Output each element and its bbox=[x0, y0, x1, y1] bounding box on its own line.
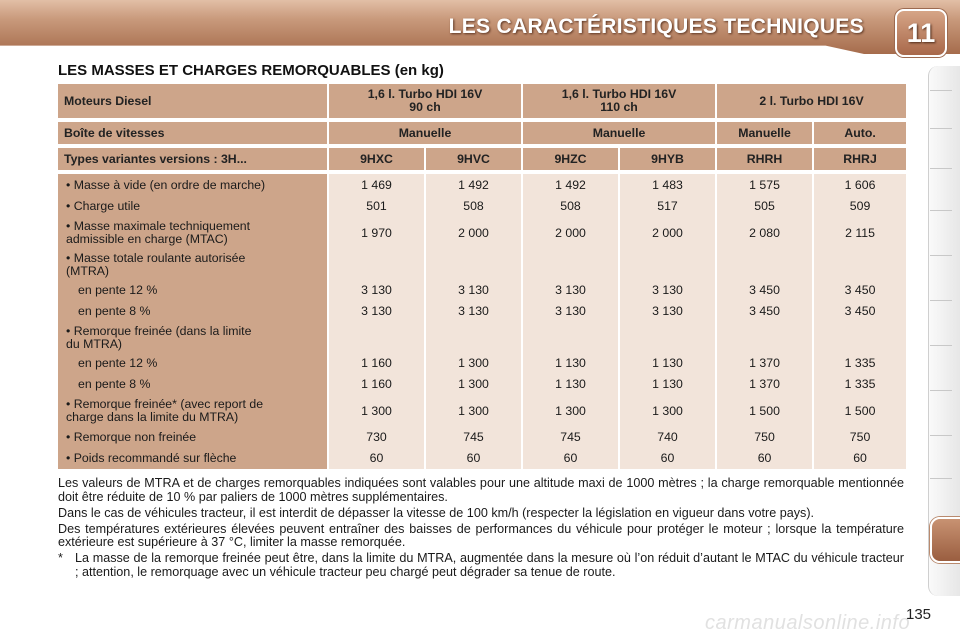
cell: 745 bbox=[426, 427, 521, 448]
strip-divider bbox=[930, 90, 952, 91]
cell: 508 bbox=[523, 196, 618, 217]
row-label: • Poids recommandé sur flèche bbox=[58, 448, 327, 469]
table-row bbox=[58, 301, 906, 322]
cell: 1 492 bbox=[523, 174, 618, 196]
cell: 1 575 bbox=[717, 174, 812, 196]
cell: 1 606 bbox=[814, 174, 906, 196]
cell: 3 130 bbox=[329, 301, 424, 322]
types-label: Types variantes versions : 3H... bbox=[58, 148, 327, 170]
cell: 3 450 bbox=[717, 301, 812, 322]
cell: 60 bbox=[717, 448, 812, 469]
table-row bbox=[58, 249, 906, 280]
watermark: carmanualsonline.info bbox=[705, 612, 911, 634]
cell: 1 130 bbox=[620, 374, 715, 395]
cell bbox=[426, 249, 521, 280]
cell bbox=[426, 322, 521, 353]
engine-row bbox=[58, 84, 906, 118]
cell: 60 bbox=[620, 448, 715, 469]
gearbox-2: Manuelle bbox=[523, 122, 715, 144]
cell: 750 bbox=[717, 427, 812, 448]
cell: 1 500 bbox=[814, 395, 906, 427]
cell: 745 bbox=[523, 427, 618, 448]
table-row bbox=[58, 395, 906, 427]
cell: 2 000 bbox=[620, 217, 715, 249]
engine-1: 1,6 l. Turbo HDI 16V 90 ch bbox=[329, 84, 521, 118]
notes-block bbox=[58, 477, 904, 579]
types-row bbox=[58, 148, 906, 170]
cell: 60 bbox=[426, 448, 521, 469]
strip-divider bbox=[930, 128, 952, 129]
cell: 1 500 bbox=[717, 395, 812, 427]
row-label bbox=[58, 374, 327, 395]
row-label: • Masse à vide (en ordre de marche) bbox=[58, 174, 327, 196]
page-number: 135 bbox=[906, 606, 932, 623]
row-label: • Remorque freinée (dans la limite du MTRA) bbox=[58, 322, 327, 353]
chapter-badge[interactable]: 11 bbox=[895, 9, 947, 57]
gearbox-3: Manuelle bbox=[717, 122, 812, 144]
cell: 1 160 bbox=[329, 374, 424, 395]
cell: 1 469 bbox=[329, 174, 424, 196]
engine-label: Moteurs Diesel bbox=[58, 84, 327, 118]
engine-2: 1,6 l. Turbo HDI 16V 110 ch bbox=[523, 84, 715, 118]
cell: 1 130 bbox=[523, 353, 618, 374]
cell: 1 300 bbox=[426, 374, 521, 395]
strip-divider bbox=[930, 168, 952, 169]
cell: 3 130 bbox=[329, 280, 424, 301]
cell bbox=[717, 322, 812, 353]
cell: 1 300 bbox=[426, 353, 521, 374]
cell bbox=[523, 249, 618, 280]
cell bbox=[620, 322, 715, 353]
type-code: RHRJ bbox=[814, 148, 906, 170]
cell bbox=[523, 322, 618, 353]
row-label-text: en pente 12 % bbox=[78, 283, 158, 297]
cell bbox=[814, 249, 906, 280]
cell bbox=[329, 249, 424, 280]
footnote bbox=[58, 552, 904, 579]
cell: 1 370 bbox=[717, 353, 812, 374]
cell: 1 130 bbox=[620, 353, 715, 374]
row-label bbox=[58, 280, 327, 301]
cell: 60 bbox=[814, 448, 906, 469]
chapter-11-tab[interactable] bbox=[930, 517, 960, 563]
row-label-text: en pente 12 % bbox=[78, 356, 158, 370]
type-code: 9HXC bbox=[329, 148, 424, 170]
cell: 3 450 bbox=[814, 301, 906, 322]
cell: 740 bbox=[620, 427, 715, 448]
gearbox-1: Manuelle bbox=[329, 122, 521, 144]
strip-divider bbox=[930, 345, 952, 346]
cell: 1 130 bbox=[523, 374, 618, 395]
cell: 509 bbox=[814, 196, 906, 217]
row-label: • Charge utile bbox=[58, 196, 327, 217]
cell: 2 000 bbox=[426, 217, 521, 249]
cell: 1 335 bbox=[814, 374, 906, 395]
cell: 3 130 bbox=[523, 280, 618, 301]
cell: 2 080 bbox=[717, 217, 812, 249]
engine-3: 2 l. Turbo HDI 16V bbox=[717, 84, 906, 118]
cell: 3 450 bbox=[814, 280, 906, 301]
strip-divider bbox=[930, 255, 952, 256]
cell: 3 130 bbox=[426, 280, 521, 301]
cell: 730 bbox=[329, 427, 424, 448]
cell: 1 300 bbox=[523, 395, 618, 427]
cell: 1 970 bbox=[329, 217, 424, 249]
row-label-text: en pente 8 % bbox=[78, 304, 151, 318]
table-row bbox=[58, 174, 906, 196]
cell: 505 bbox=[717, 196, 812, 217]
row-label: • Remorque non freinée bbox=[58, 427, 327, 448]
type-code: 9HVC bbox=[426, 148, 521, 170]
cell: 1 492 bbox=[426, 174, 521, 196]
row-label-text: en pente 8 % bbox=[78, 377, 151, 391]
cell: 60 bbox=[329, 448, 424, 469]
row-label: • Masse maximale techniquement admissible en charge (MTAC) bbox=[58, 217, 327, 249]
cell: 2 115 bbox=[814, 217, 906, 249]
type-code: RHRH bbox=[717, 148, 812, 170]
cell: 3 130 bbox=[426, 301, 521, 322]
type-code: 9HZC bbox=[523, 148, 618, 170]
cell: 1 483 bbox=[620, 174, 715, 196]
type-code: 9HYB bbox=[620, 148, 715, 170]
row-label: • Remorque freinée* (avec report de charge dans la limite du MTRA) bbox=[58, 395, 327, 427]
cell: 3 130 bbox=[620, 280, 715, 301]
cell: 3 450 bbox=[717, 280, 812, 301]
note-altitude: Les valeurs de MTRA et de charges remorquables indiquées sont valables pour une altitude maxi de 1000 mètres ; la charge remorquable mentionnée doit être réduite de 10 % par paliers de 1000 mètres supplémentaires. bbox=[58, 476, 904, 504]
cell: 1 335 bbox=[814, 353, 906, 374]
cell: 1 160 bbox=[329, 353, 424, 374]
cell: 1 300 bbox=[426, 395, 521, 427]
strip-divider bbox=[930, 300, 952, 301]
table-row bbox=[58, 448, 906, 469]
row-label: • Masse totale roulante autorisée (MTRA) bbox=[58, 249, 327, 280]
cell: 1 300 bbox=[620, 395, 715, 427]
table-row bbox=[58, 427, 906, 448]
row-label bbox=[58, 353, 327, 374]
cell bbox=[717, 249, 812, 280]
table-row bbox=[58, 196, 906, 217]
cell: 508 bbox=[426, 196, 521, 217]
strip-divider bbox=[930, 435, 952, 436]
gearbox-4: Auto. bbox=[814, 122, 906, 144]
cell: 3 130 bbox=[620, 301, 715, 322]
cell: 750 bbox=[814, 427, 906, 448]
cell: 501 bbox=[329, 196, 424, 217]
strip-divider bbox=[930, 390, 952, 391]
footnote-mark: * bbox=[58, 551, 63, 565]
table-row bbox=[58, 280, 906, 301]
table-row bbox=[58, 217, 906, 249]
page-title: LES CARACTÉRISTIQUES TECHNIQUES bbox=[448, 15, 864, 38]
cell: 3 130 bbox=[523, 301, 618, 322]
cell: 517 bbox=[620, 196, 715, 217]
table-row bbox=[58, 322, 906, 353]
cell bbox=[329, 322, 424, 353]
cell bbox=[620, 249, 715, 280]
section-title: LES MASSES ET CHARGES REMORQUABLES (en kg) bbox=[58, 62, 444, 79]
footnote-text: La masse de la remorque freinée peut être, dans la limite du MTRA, augmentée dans la mesure où l’on réduit d’autant le MTAC du véhicule tracteur ; attention, le remorquage avec un véhicule tracteur peu chargé peut dégrader sa tenue de route. bbox=[75, 551, 904, 579]
row-label bbox=[58, 301, 327, 322]
gearbox-label: Boîte de vitesses bbox=[58, 122, 327, 144]
table-row bbox=[58, 374, 906, 395]
cell: 1 300 bbox=[329, 395, 424, 427]
cell: 1 370 bbox=[717, 374, 812, 395]
strip-divider bbox=[930, 478, 952, 479]
note-speed: Dans le cas de véhicules tracteur, il est interdit de dépasser la vitesse de 100 km/h (respecter la législation en vigueur dans votre pays). bbox=[58, 505, 815, 520]
cell: 2 000 bbox=[523, 217, 618, 249]
cell: 60 bbox=[523, 448, 618, 469]
note-temperature: Des températures extérieures élevées peuvent entraîner des baisses de performances du véhicule pour protéger le moteur ; lorsque la température extérieure est supérieure à 37 °C, limiter la masse remorquée. bbox=[58, 521, 904, 549]
mass-table bbox=[56, 84, 908, 469]
cell bbox=[814, 322, 906, 353]
strip-divider bbox=[930, 210, 952, 211]
gearbox-row bbox=[58, 122, 906, 144]
table-row bbox=[58, 353, 906, 374]
